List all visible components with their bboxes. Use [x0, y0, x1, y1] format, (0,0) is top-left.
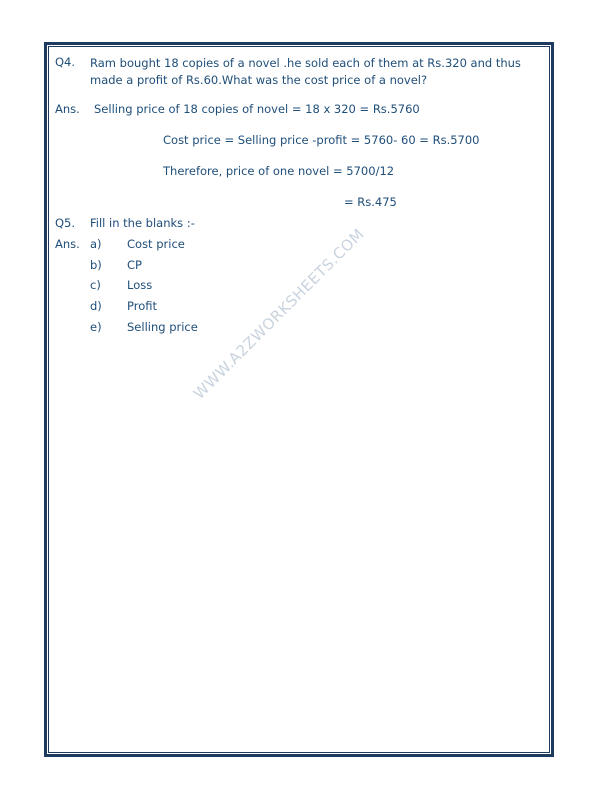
watermark: WWW.A2ZWORKSHEETS.COM: [190, 224, 368, 403]
list-item-letter: a): [90, 237, 102, 251]
q4-answer-line-4: = Rs.475: [344, 195, 397, 209]
list-item-text: Selling price: [127, 320, 198, 334]
list-item-letter: c): [90, 278, 101, 292]
q4-answer-label: Ans.: [55, 102, 80, 116]
q5-answer-label: Ans.: [55, 237, 80, 251]
list-item-letter: d): [90, 299, 102, 313]
q5-question: Fill in the blanks :-: [90, 216, 195, 230]
q4-answer-line-2: Cost price = Selling price -profit = 5760- 60 = Rs.5700: [163, 133, 480, 147]
list-item-text: CP: [127, 258, 142, 272]
q4-question: Ram bought 18 copies of a novel .he sold each of them at Rs.320 and thus made a profit of Rs.60.What was the cost price of a novel?: [90, 56, 521, 87]
q5-label: Q5.: [55, 216, 76, 230]
q4-answer-line-1: Selling price of 18 copies of novel = 18 x 320 = Rs.5760: [94, 102, 420, 116]
list-item-text: Profit: [127, 299, 157, 313]
list-item-text: Loss: [127, 278, 153, 292]
q4-label: Q4.: [55, 55, 76, 69]
list-item-text: Cost price: [127, 237, 185, 251]
q4-answer-line-3: Therefore, price of one novel = 5700/12: [163, 164, 395, 178]
list-item-letter: b): [90, 258, 102, 272]
page-border-inner: [48, 46, 550, 753]
list-item-letter: e): [90, 320, 102, 334]
